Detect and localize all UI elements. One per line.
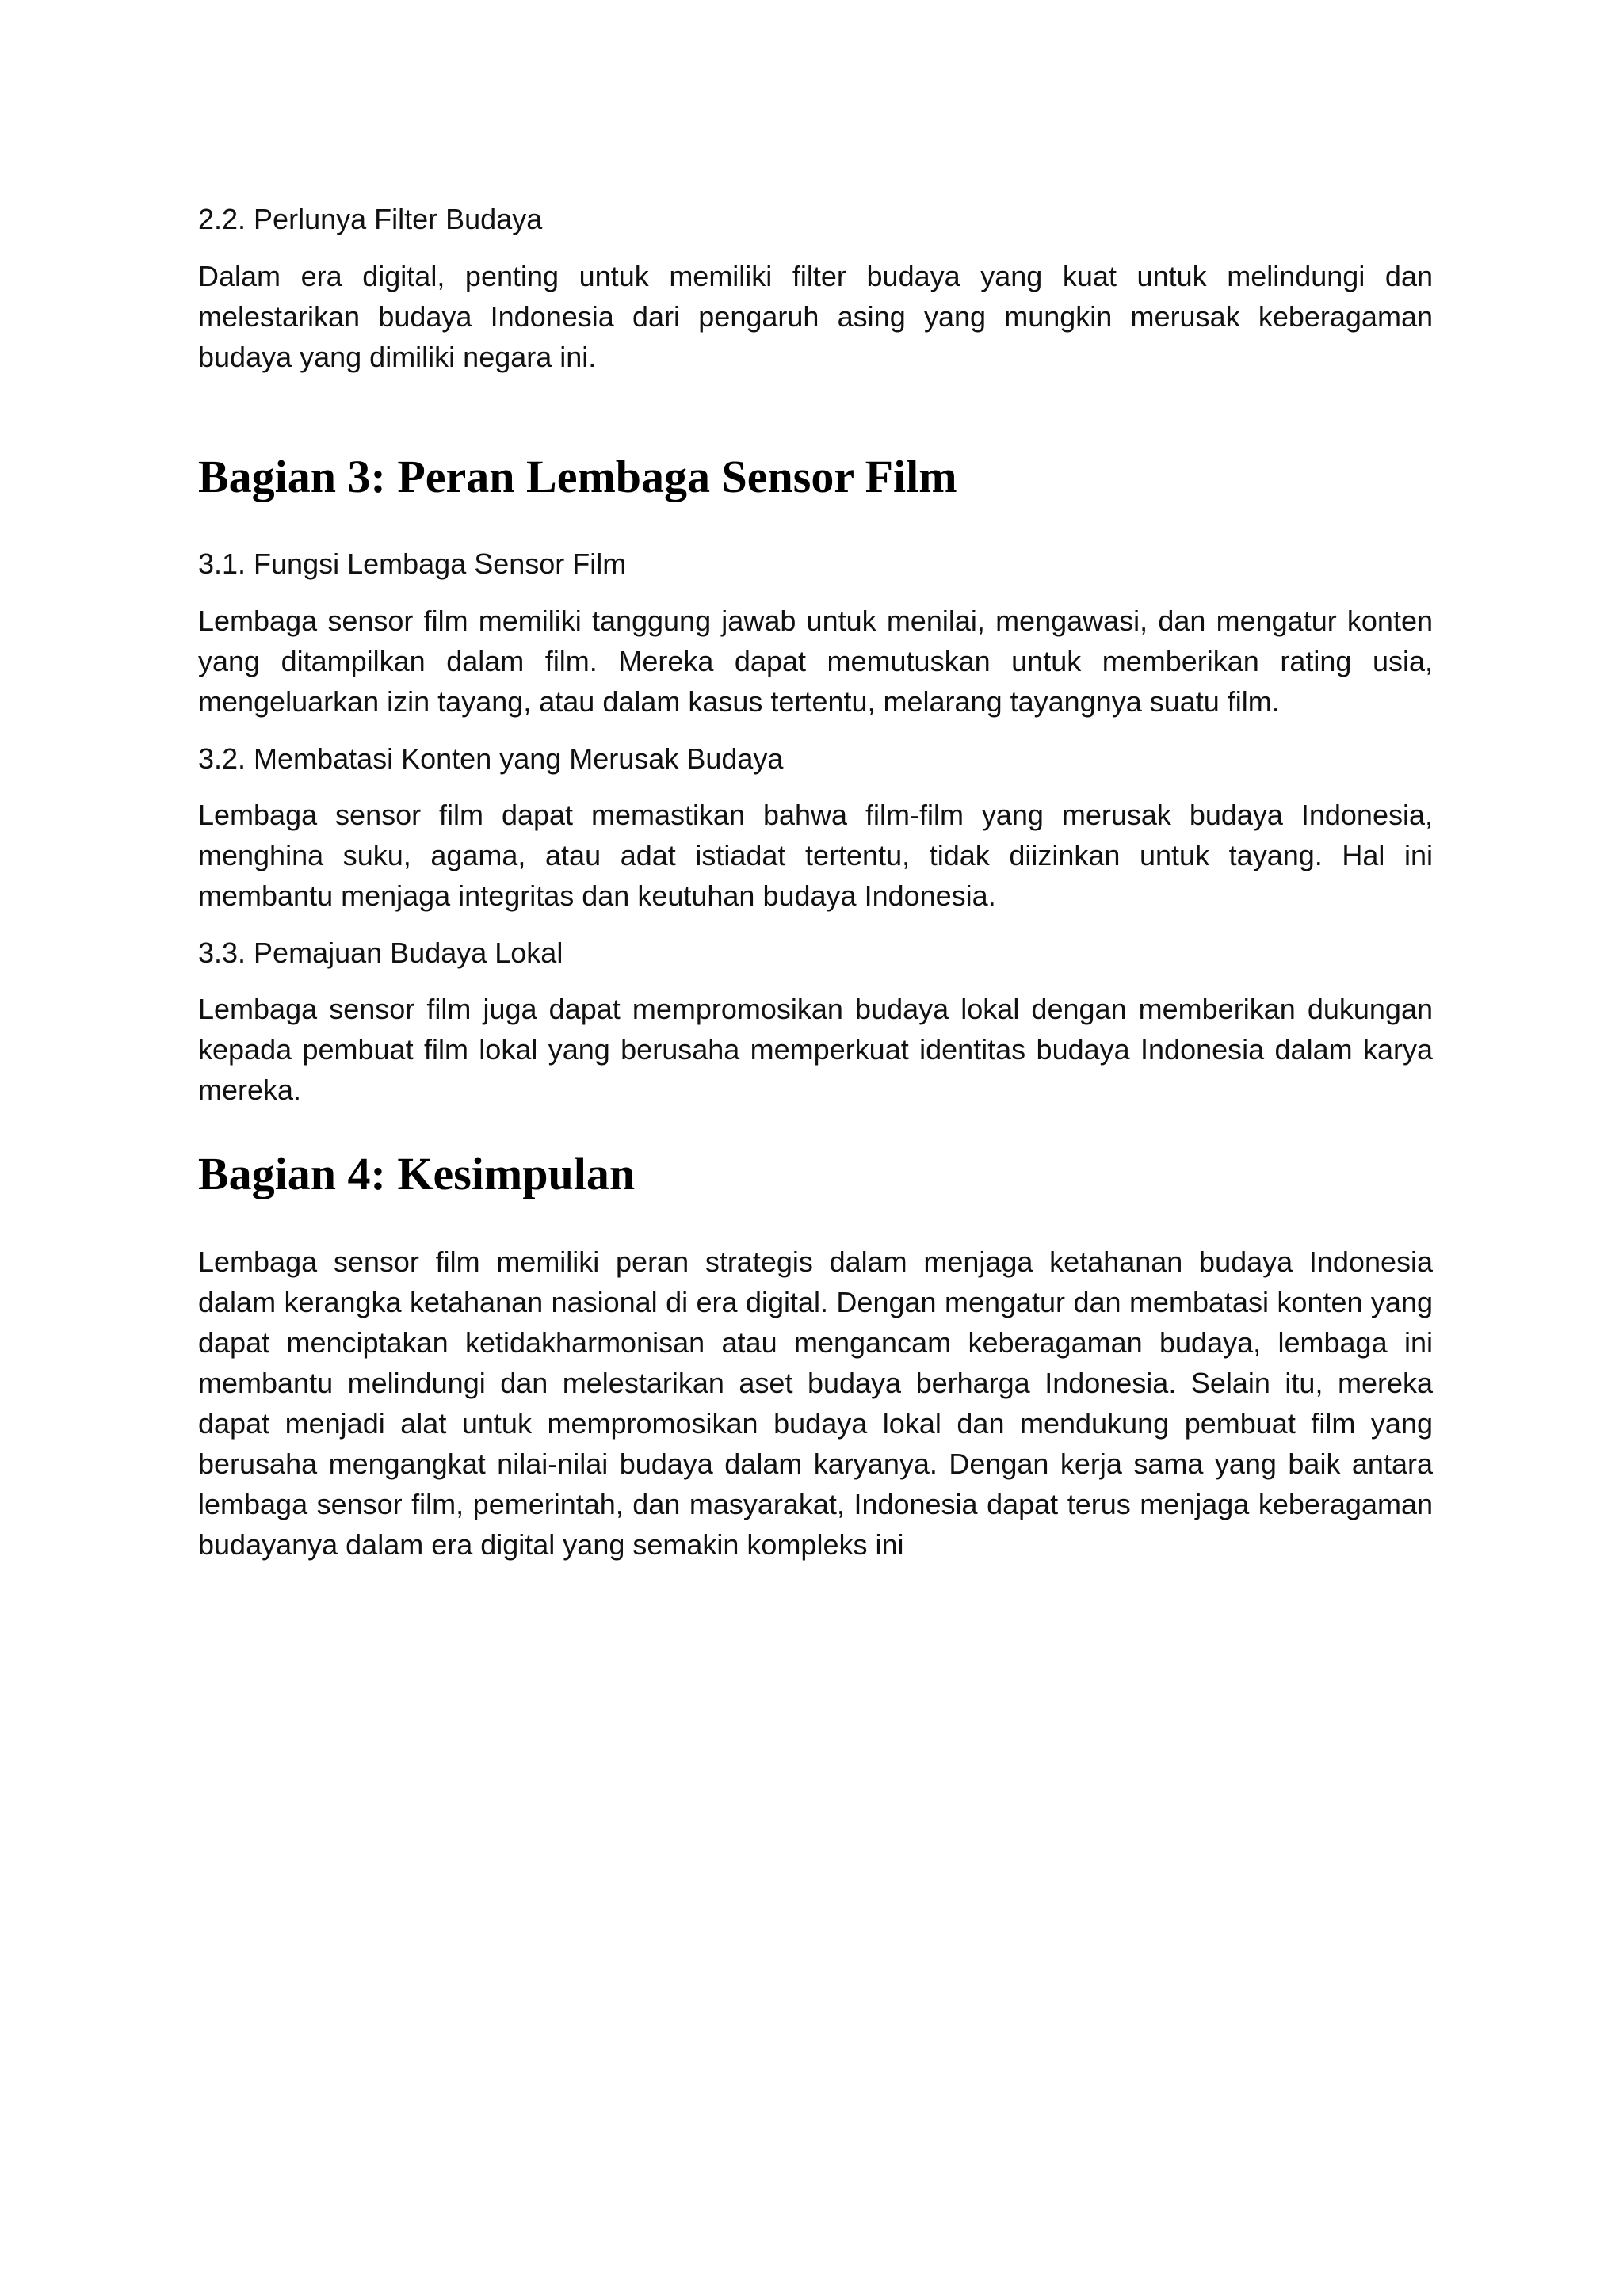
section-3-1-body: Lembaga sensor film memiliki tanggung jawab untuk menilai, mengawasi, dan mengatur konten yang ditampilkan dalam film. Mereka dapat memutuskan untuk memberikan rating usia, mengeluarkan izin tayang, atau dalam kasus tertentu, melarang tayangnya suatu film. bbox=[198, 605, 1433, 718]
section-3-2-body: Lembaga sensor film dapat memastikan bahwa film-film yang merusak budaya Indonesia, menghina suku, agama, atau adat istiadat tertentu, tidak diizinkan untuk tayang. Hal ini membantu menjaga integritas dan keutuhan budaya Indonesia. bbox=[198, 799, 1433, 912]
section-3-2-title: 3.2. Membatasi Konten yang Merusak Budaya bbox=[198, 742, 784, 775]
section-2-2-title: 2.2. Perlunya Filter Budaya bbox=[198, 203, 543, 235]
part-4-body: Lembaga sensor film memiliki peran strategis dalam menjaga ketahanan budaya Indonesia dalam kerangka ketahanan nasional di era digital. Dengan mengatur dan membatasi konten yang dapat menciptakan ketidakharmonisan atau mengancam keberagaman budaya, lembaga ini membantu melindungi dan melestarikan aset budaya berharga Indonesia. Selain itu, mereka dapat menjadi alat untuk mempromosikan budaya lokal dan mendukung pembuat film yang berusaha mengangkat nilai-nilai budaya dalam karyanya. Dengan kerja sama yang baik antara lembaga sensor film, pemerintah, dan masyarakat, Indonesia dapat terus menjaga keberagaman budayanya dalam era digital yang semakin kompleks ini bbox=[198, 1245, 1433, 1561]
section-2-2-body: Dalam era digital, penting untuk memiliki filter budaya yang kuat untuk melindungi dan melestarikan budaya Indonesia dari pengaruh asing yang mungkin merusak keberagaman budaya yang dimiliki negara ini. bbox=[198, 260, 1433, 373]
part-4-heading: Bagian 4: Kesimpulan bbox=[198, 1148, 636, 1199]
section-3-3-title: 3.3. Pemajuan Budaya Lokal bbox=[198, 936, 563, 969]
part-3-heading: Bagian 3: Peran Lembaga Sensor Film bbox=[198, 451, 957, 502]
section-3-3-body: Lembaga sensor film juga dapat mempromosikan budaya lokal dengan memberikan dukungan kepada pembuat film lokal yang berusaha memperkuat identitas budaya Indonesia dalam karya mereka. bbox=[198, 993, 1433, 1106]
section-3-1-title: 3.1. Fungsi Lembaga Sensor Film bbox=[198, 547, 627, 580]
